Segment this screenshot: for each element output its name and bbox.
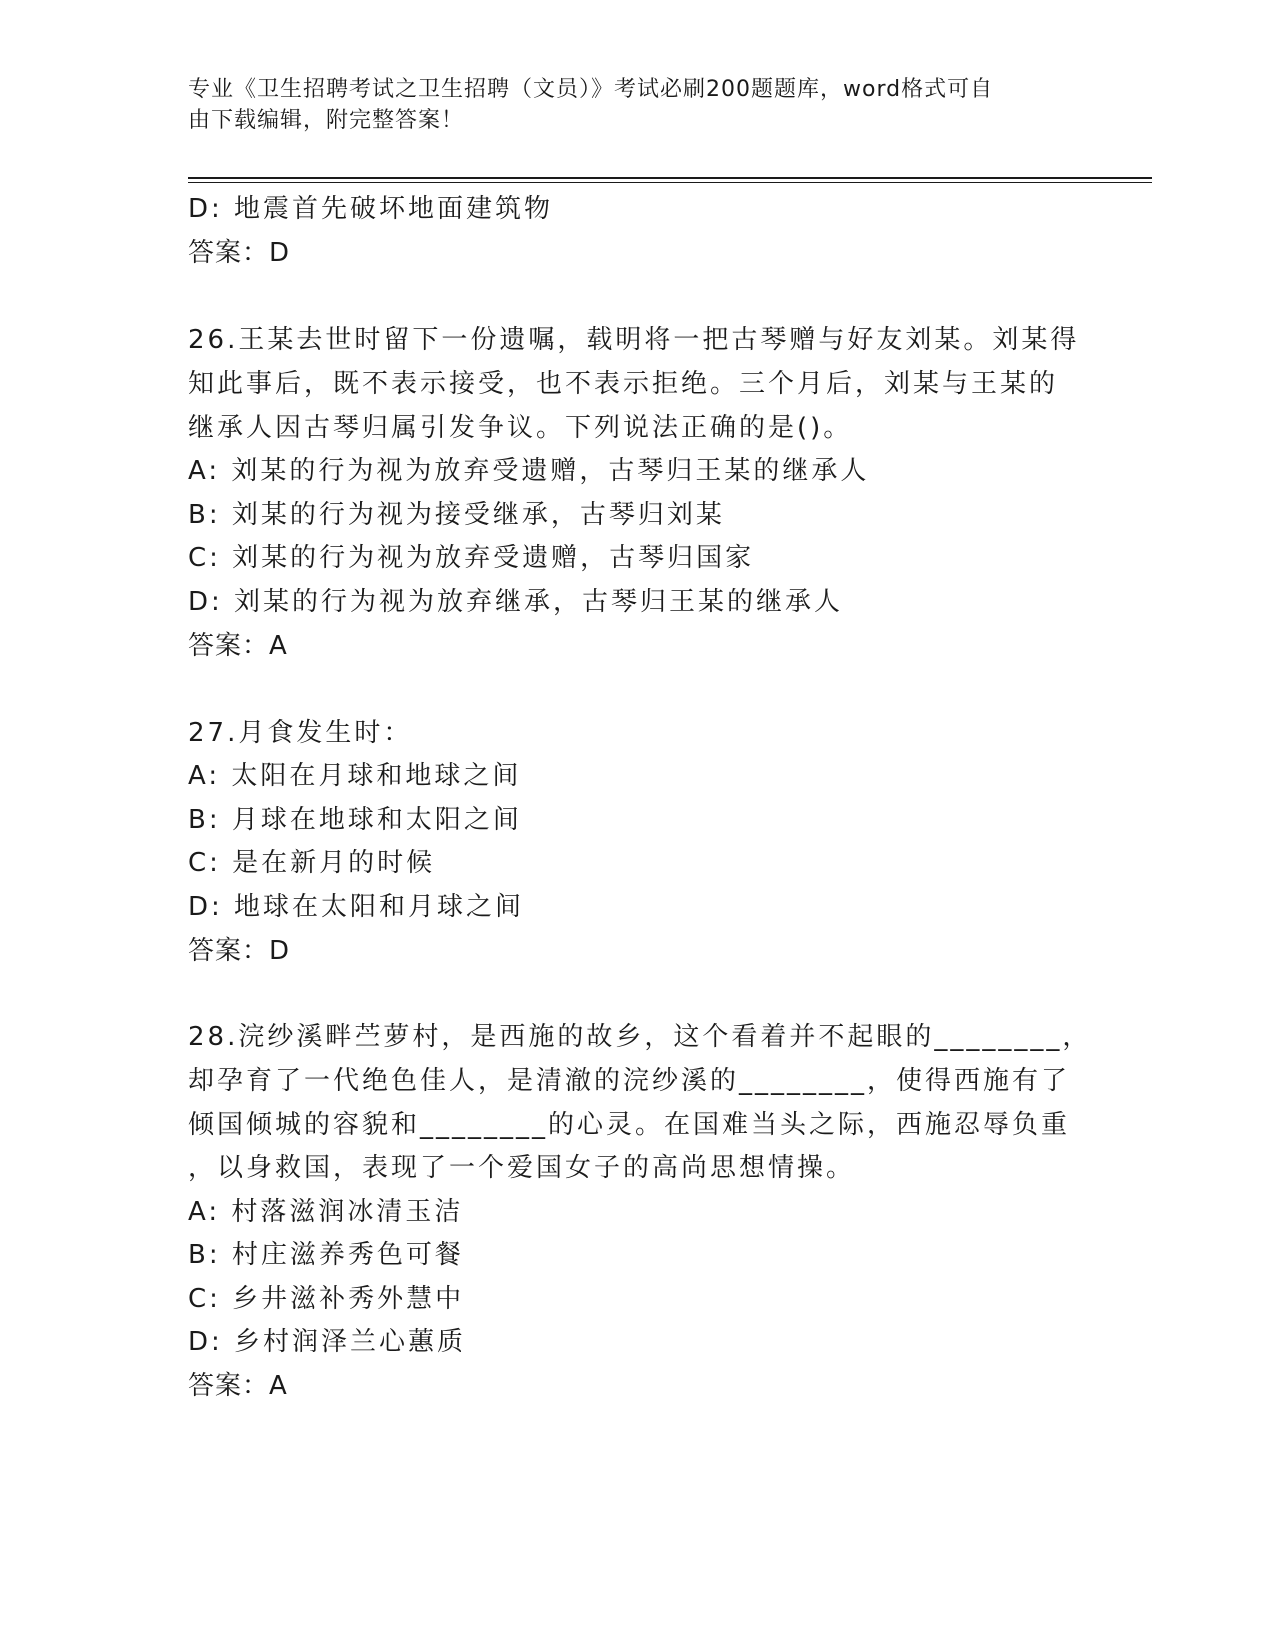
q27-option-d: D: 地球在太阳和月球之间 <box>188 892 525 922</box>
q26-answer: 答案：A <box>188 631 288 661</box>
q27-stem-line-1: 27.月食发生时： <box>188 718 413 748</box>
q28-option-d: D: 乡村润泽兰心蕙质 <box>188 1327 467 1357</box>
q26-option-a: A: 刘某的行为视为放弃受遗赠，古琴归王某的继承人 <box>188 456 870 486</box>
prev-answer: 答案：D <box>188 238 291 268</box>
q28-stem-line-2: 却孕育了一代绝色佳人，是清澈的浣纱溪的________，使得西施有了 <box>188 1066 1071 1096</box>
q27-option-b: B: 月球在地球和太阳之间 <box>188 805 522 835</box>
q28-option-a: A: 村落滋润冰清玉洁 <box>188 1197 464 1227</box>
q26-stem-line-2: 知此事后，既不表示接受，也不表示拒绝。三个月后，刘某与王某的 <box>188 369 1059 399</box>
q28-stem-line-4: ，以身救国，表现了一个爱国女子的高尚思想情操。 <box>188 1153 856 1183</box>
header-line-2: 由下载编辑，附完整答案！ <box>188 108 465 133</box>
header-divider-thin <box>188 182 1152 183</box>
q27-option-c: C: 是在新月的时候 <box>188 848 436 878</box>
q26-option-b: B: 刘某的行为视为接受继承，古琴归刘某 <box>188 500 725 530</box>
prev-option-d: D: 地震首先破坏地面建筑物 <box>188 194 554 224</box>
header-divider-thick <box>188 177 1152 179</box>
q28-answer: 答案：A <box>188 1371 288 1401</box>
q26-stem-line-3: 继承人因古琴归属引发争议。下列说法正确的是()。 <box>188 413 853 443</box>
q26-option-c: C: 刘某的行为视为放弃受遗赠，古琴归国家 <box>188 543 755 573</box>
q27-answer: 答案：D <box>188 936 291 966</box>
q28-option-b: B: 村庄滋养秀色可餐 <box>188 1240 464 1270</box>
q28-stem-line-1: 28.浣纱溪畔苎萝村，是西施的故乡，这个看着并不起眼的________， <box>188 1022 1092 1052</box>
q28-stem-line-3: 倾国倾城的容貌和________的心灵。在国难当头之际，西施忍辱负重 <box>188 1110 1071 1140</box>
q26-option-d: D: 刘某的行为视为放弃继承，古琴归王某的继承人 <box>188 587 844 617</box>
q26-stem-line-1: 26.王某去世时留下一份遗嘱，载明将一把古琴赠与好友刘某。刘某得 <box>188 325 1080 355</box>
q28-option-c: C: 乡井滋补秀外慧中 <box>188 1284 465 1314</box>
q27-option-a: A: 太阳在月球和地球之间 <box>188 761 522 791</box>
header-line-1: 专业《卫生招聘考试之卫生招聘（文员）》考试必刷200题题库，word格式可自 <box>188 77 994 102</box>
page-header <box>188 74 1088 136</box>
